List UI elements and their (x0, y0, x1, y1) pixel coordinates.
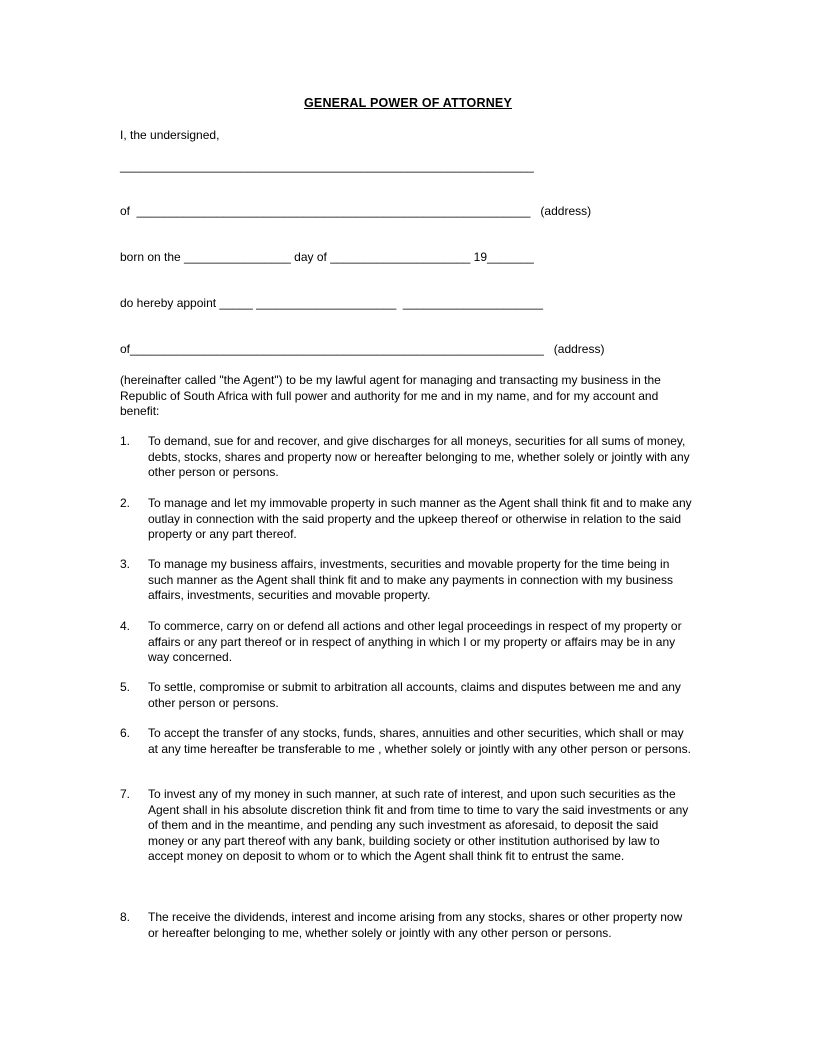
document-title: GENERAL POWER OF ATTORNEY (303, 96, 513, 110)
clause-text: To accept the transfer of any stocks, funds, shares, annuities and other securities, which shall or may at any time hereafter be transferable to me , whether solely or jointly with any other person or persons. (148, 726, 691, 756)
clause-item (120, 787, 692, 865)
clause-item (120, 434, 692, 481)
clause-number: 8. (120, 910, 131, 924)
clause-item (120, 910, 692, 941)
clause-text: To manage my business affairs, investments, securities and movable property for the time being in such manner as the Agent shall think fit and to make any payments in connection with my business affairs, investments, securities and movable property. (148, 557, 673, 602)
clause-number: 4. (120, 619, 131, 633)
clause-item (120, 680, 692, 711)
clause-number: 1. (120, 434, 131, 448)
clause-text: To invest any of my money in such manner, at such rate of interest, and upon such securities as the Agent shall in his absolute discretion think fit and from time to time to vary the said investments or any of them and in the meantime, and pending any such investment as aforesaid, to deposit the said money or any part thereof with any bank, building society or other institution authorised by law to accept money on deposit to whom or to which the Agent shall think fit to entrust the same. (148, 787, 689, 863)
clause-item (120, 496, 692, 543)
clause-text: The receive the dividends, interest and income arising from any stocks, shares or other property now or hereafter belonging to me, whether solely or jointly with any other person or persons. (148, 910, 683, 940)
clause-number: 7. (120, 787, 131, 801)
preamble-paragraph: (hereinafter called "the Agent") to be my lawful agent for managing and transacting my business in the Republic of South Africa with full power and authority for me and in my name, and for my account and benefit: (120, 373, 661, 418)
clause-text: To settle, compromise or submit to arbitration all accounts, claims and disputes between me and any other person or persons. (148, 680, 681, 710)
clause-item (120, 619, 692, 666)
clause-number: 2. (120, 496, 131, 510)
clause-number: 3. (120, 557, 131, 571)
name-blank-line: ______________________________________________________________ (120, 159, 534, 173)
clause-item (120, 557, 692, 604)
appoint-line: do hereby appoint _____ _____________________ _____________________ (120, 296, 544, 310)
born-on-line: born on the ________________ day of _____________________ 19_______ (120, 250, 534, 264)
clause-text: To commerce, carry on or defend all actions and other legal proceedings in respect of my property or affairs or any part thereof or in respect of anything in which I or my property or affairs may be in any way concerned. (148, 619, 682, 664)
clause-number: 5. (120, 680, 131, 694)
undersigned-text: I, the undersigned, (120, 128, 220, 142)
clause-item (120, 726, 692, 757)
clause-text: To demand, sue for and recover, and give discharges for all moneys, securities for all sums of money, debts, stocks, shares and property now or hereafter belonging to me, whether solely or jointly with any other person or persons. (148, 434, 690, 479)
clause-number: 6. (120, 726, 131, 740)
clause-text: To manage and let my immovable property in such manner as the Agent shall think fit and to make any outlay in connection with the said property and the upkeep thereof or otherwise in relation to the said property or any part thereof. (148, 496, 692, 541)
agent-address-line: of______________________________________________________________ (address) (120, 342, 605, 356)
address-line: of ___________________________________________________________ (address) (120, 204, 592, 218)
